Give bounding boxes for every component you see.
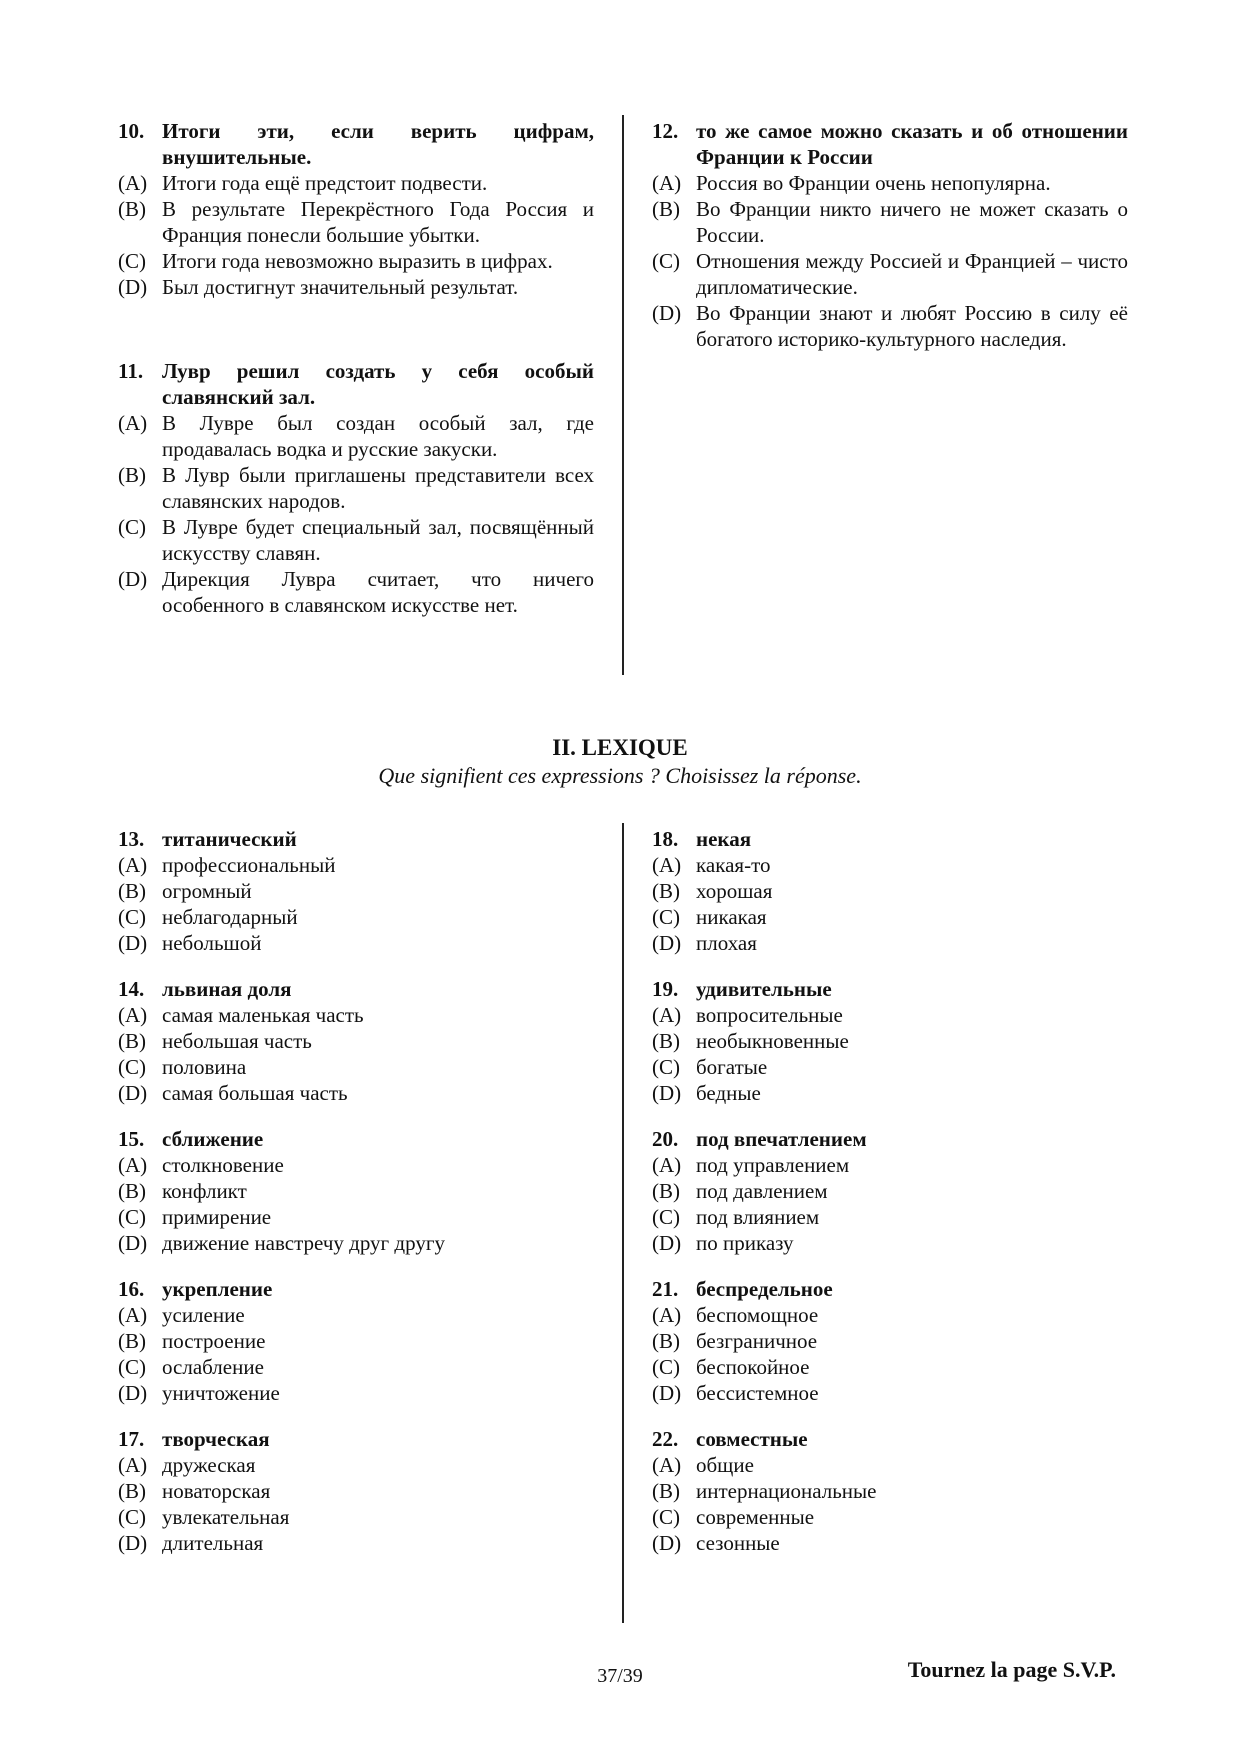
option-c: (C) примирение xyxy=(118,1205,272,1229)
option-a: (A) В Лувре был создан особый зал, где продавалась водка и русские закуски. xyxy=(118,411,594,461)
option-c: (C) беспокойное xyxy=(652,1355,810,1379)
turn-page-note: Tournez la page S.V.P. xyxy=(907,1657,1116,1682)
option-c: (C) В Лувре будет специальный зал, посвящённый искусству славян. xyxy=(118,515,594,565)
option-c: (C) половина xyxy=(118,1055,247,1079)
option-d: (D) самая большая часть xyxy=(118,1081,348,1105)
question-22: 22. совместные (A) общие (B) интернациональные (C) современные (D) сезонные xyxy=(652,1426,1128,1556)
option-d: (D) Во Франции знают и любят Россию в силу её богатого историко-культурного наследия. xyxy=(652,301,1128,351)
option-a: (A) беспомощное xyxy=(652,1303,819,1327)
part1-left-column xyxy=(118,118,594,618)
option-b: (B) конфликт xyxy=(118,1179,247,1203)
option-c: (C) неблагодарный xyxy=(118,905,298,929)
column-divider-top xyxy=(622,115,624,675)
option-d: (D) плохая xyxy=(652,931,757,955)
option-c: (C) богатые xyxy=(652,1055,768,1079)
question-text: Лувр решил создать у себя особый славянский зал. xyxy=(162,359,594,409)
option-a: (A) Итоги года ещё предстоит подвести. xyxy=(118,171,488,195)
question-17: 17. творческая (A) дружеская (B) новаторская (C) увлекательная (D) длительная xyxy=(118,1426,594,1556)
option-b: (B) хорошая xyxy=(652,879,773,903)
option-b: (B) безграничное xyxy=(652,1329,818,1353)
option-b: (B) небольшая часть xyxy=(118,1029,312,1053)
option-d: (D) по приказу xyxy=(652,1231,794,1255)
question-number: 11. xyxy=(118,359,144,383)
question-text: то же самое можно сказать и об отношении Франции к России xyxy=(696,119,1128,169)
question-21: 21. беспредельное (A) беспомощное (B) безграничное (C) беспокойное (D) бессистемное xyxy=(652,1276,1128,1406)
option-c: (C) увлекательная xyxy=(118,1505,290,1529)
option-c: (C) Итоги года невозможно выразить в цифрах. xyxy=(118,249,553,273)
option-c: (C) Отношения между Россией и Францией – чисто дипломатические. xyxy=(652,249,1128,299)
option-b: (B) Во Франции никто ничего не может сказать о России. xyxy=(652,197,1128,247)
question-19: 19. удивительные (A) вопросительные (B) необыкновенные (C) богатые (D) бедные xyxy=(652,976,1128,1106)
option-d: (D) бедные xyxy=(652,1081,761,1105)
column-divider-bottom xyxy=(622,823,624,1623)
question-16: 16. укрепление (A) усиление (B) построение (C) ослабление (D) уничтожение xyxy=(118,1276,594,1406)
part2-left-column xyxy=(118,826,594,1576)
option-d: (D) небольшой xyxy=(118,931,262,955)
question-11 xyxy=(118,358,594,618)
option-c: (C) ослабление xyxy=(118,1355,264,1379)
option-a: (A) дружеская xyxy=(118,1453,256,1477)
option-a: (A) усиление xyxy=(118,1303,245,1327)
option-d: (D) бессистемное xyxy=(652,1381,819,1405)
page-number: 37/39 xyxy=(597,1665,643,1687)
question-10 xyxy=(118,118,594,300)
section-subtitle: Que signifient ces expressions ? Choisissez la réponse. xyxy=(378,763,862,788)
option-a: (A) вопросительные xyxy=(652,1003,843,1027)
option-a: (A) профессиональный xyxy=(118,853,336,877)
option-a: (A) под управлением xyxy=(652,1153,850,1177)
part2-right-column xyxy=(652,826,1128,1576)
question-20: 20. под впечатлением (A) под управлением (B) под давлением (C) под влиянием (D) по приказу xyxy=(652,1126,1128,1256)
option-a: (A) общие xyxy=(652,1453,754,1477)
option-d: (D) сезонные xyxy=(652,1531,780,1555)
part1-right-column xyxy=(652,118,1128,352)
question-text: Итоги эти, если верить цифрам, внушительные. xyxy=(162,119,594,169)
option-b: (B) В Лувр были приглашены представители всех славянских народов. xyxy=(118,463,594,513)
option-c: (C) современные xyxy=(652,1505,815,1529)
option-b: (B) огромный xyxy=(118,879,252,903)
question-12 xyxy=(652,118,1128,352)
section-title: II. LEXIQUE xyxy=(552,735,688,760)
option-a: (A) Россия во Франции очень непопулярна. xyxy=(652,171,1051,195)
question-number: 10. xyxy=(118,119,145,143)
question-15: 15. сближение (A) столкновение (B) конфликт (C) примирение (D) движение навстречу друг другу xyxy=(118,1126,594,1256)
option-d: (D) длительная xyxy=(118,1531,264,1555)
option-c: (C) под влиянием xyxy=(652,1205,820,1229)
option-a: (A) какая-то xyxy=(652,853,771,877)
option-b: (B) необыкновенные xyxy=(652,1029,849,1053)
option-a: (A) столкновение xyxy=(118,1153,284,1177)
option-b: (B) под давлением xyxy=(652,1179,828,1203)
question-13: 13. титанический (A) профессиональный (B) огромный (C) неблагодарный (D) небольшой xyxy=(118,826,594,956)
option-d: (D) уничтожение xyxy=(118,1381,280,1405)
question-18: 18. некая (A) какая-то (B) хорошая (C) никакая (D) плохая xyxy=(652,826,1128,956)
option-b: (B) построение xyxy=(118,1329,266,1353)
option-c: (C) никакая xyxy=(652,905,767,929)
option-b: (B) интернациональные xyxy=(652,1479,877,1503)
option-d: (D) движение навстречу друг другу xyxy=(118,1231,445,1255)
question-number: 12. xyxy=(652,119,679,143)
option-b: (B) новаторская xyxy=(118,1479,271,1503)
question-14: 14. львиная доля (A) самая маленькая часть (B) небольшая часть (C) половина (D) самая большая часть xyxy=(118,976,594,1106)
option-a: (A) самая маленькая часть xyxy=(118,1003,364,1027)
option-b: (B) В результате Перекрёстного Года Россия и Франция понесли большие убытки. xyxy=(118,197,594,247)
option-d: (D) Дирекция Лувра считает, что ничего особенного в славянском искусстве нет. xyxy=(118,567,594,617)
option-d: (D) Был достигнут значительный результат. xyxy=(118,275,519,299)
